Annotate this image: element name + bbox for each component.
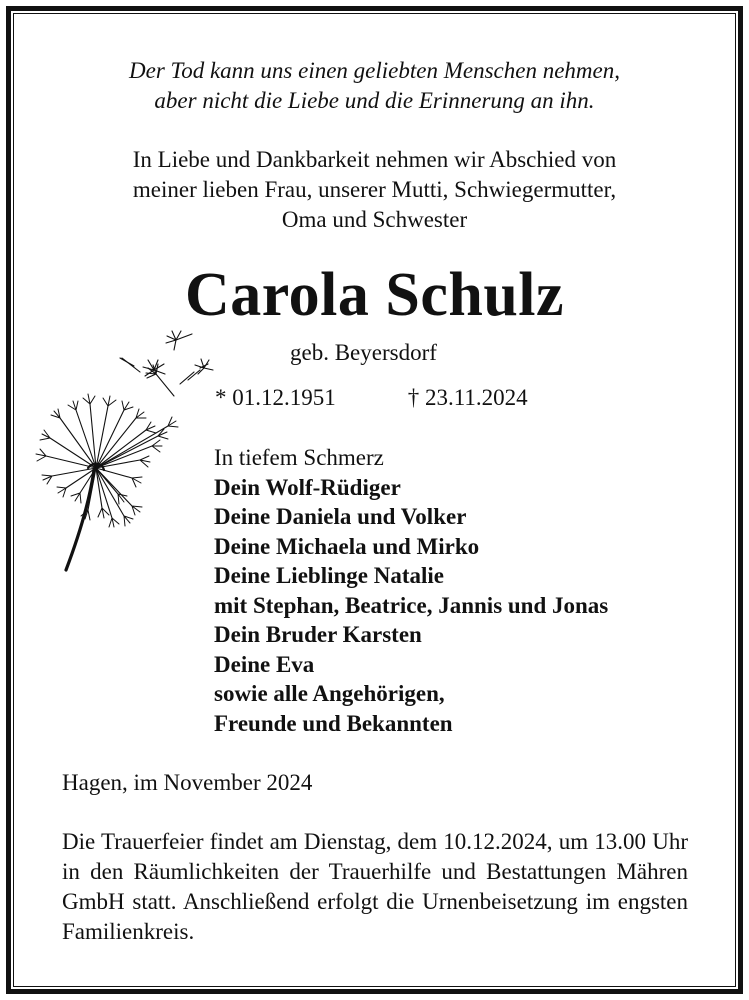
intro-line: Oma und Schwester xyxy=(281,207,468,232)
life-dates xyxy=(215,383,528,413)
mourner-name: mit Stephan, Beatrice, Jannis und Jonas xyxy=(214,592,609,618)
death-date: † 23.11.2024 xyxy=(407,385,528,410)
mourner-name: Deine Eva xyxy=(214,651,315,677)
mourner-name: Deine Daniela und Volker xyxy=(214,504,467,529)
intro-line: In Liebe und Dankbarkeit nehmen wir Abschied von xyxy=(132,147,617,172)
mourner-name: Deine Lieblinge Natalie xyxy=(214,563,444,588)
dandelion-icon xyxy=(28,318,228,580)
quote-line: Der Tod kann uns einen geliebten Menschen nehmen, xyxy=(129,58,620,83)
mourner-name: Dein Bruder Karsten xyxy=(214,622,422,647)
mourner-name: Freunde und Bekannten xyxy=(214,710,453,736)
mourners-list xyxy=(214,443,608,738)
intro-line: meiner lieben Frau, unserer Mutti, Schwiegermutter, xyxy=(132,177,617,202)
mourner-name: Dein Wolf-Rüdiger xyxy=(214,474,401,500)
quote-line: aber nicht die Liebe und die Erinnerung an ihn. xyxy=(154,88,595,113)
funeral-notice: Die Trauerfeier findet am Dienstag, dem 10.12.2024, um 13.00 Uhr in den Räumlichkeiten der Trauerhilfe und Bestattungen Mähren GmbH statt. Anschließend erfolgt die Urnenbeisetzung im engsten Familienkreis. xyxy=(62,829,688,944)
mourner-name: sowie alle Angehörigen, xyxy=(214,681,445,706)
birth-date: * 01.12.1951 xyxy=(215,385,336,410)
deceased-name: Carola Schulz xyxy=(184,261,565,329)
place-date: Hagen, im November 2024 xyxy=(62,770,313,795)
memorial-quote xyxy=(0,56,749,116)
maiden-name: geb. Beyersdorf xyxy=(290,340,437,365)
farewell-intro xyxy=(0,145,749,235)
mourner-name: Deine Michaela und Mirko xyxy=(214,533,480,559)
mourners-lead: In tiefem Schmerz xyxy=(214,445,384,470)
